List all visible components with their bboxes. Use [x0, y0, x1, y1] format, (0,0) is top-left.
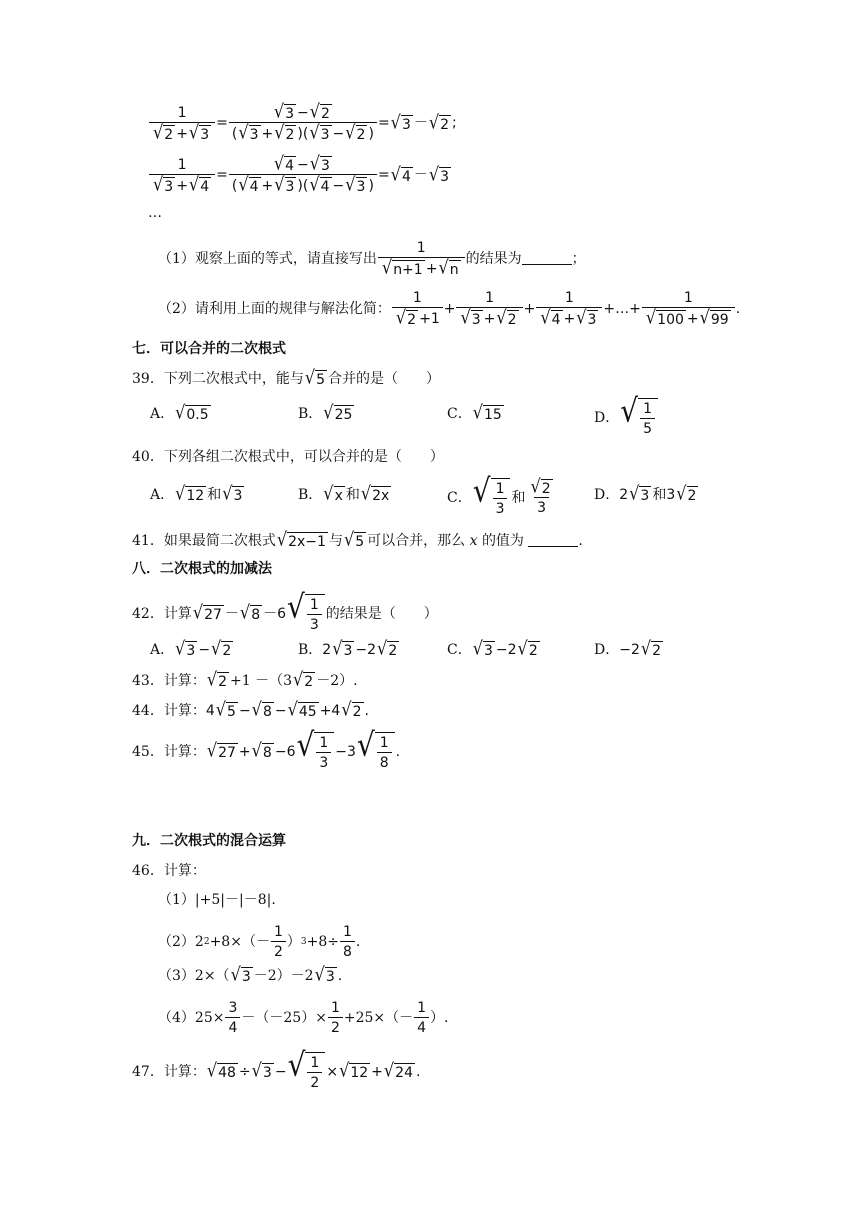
question-45: 45． 计算： √ 27 + √ 8 −6 √ $\frac{1}{3}$ −3 √ $\frac{1}{8}$ .: [132, 725, 401, 772]
question-46-part-1: （1）|+5|－|－8|.: [158, 892, 276, 908]
question-42: 42． 计算 √ 27 － √ 8 －6 √ $\frac{1}{3}$ 的结果是（ ）: [132, 587, 438, 634]
question-43: 43． 计算： √ 2 +1 －（3 √ 2 －2）.: [132, 668, 358, 691]
question-40: 40． 下列各组二次根式中，可以合并的是（ ）: [132, 449, 444, 465]
question-41: 41． 如果最简二次根式 √ 2x−1 与 √ 5 可以合并，那么 x 的值为 .: [132, 528, 583, 551]
option-42-c[interactable]: C． √ 3 −2 √ 2: [447, 637, 538, 660]
option-42-d[interactable]: D． −2 √ 2: [594, 637, 662, 660]
section-heading-9: 九．二次根式的混合运算: [132, 833, 286, 849]
question-part-2: （2）请利用上面的规律与解法化简： 1 √ 2 +1 + 1 √ 3 + √ 2 + 1 √ 4 + √ 3 +…+ 1 √ 100 + √ 99 .: [158, 290, 741, 329]
question-46-part-2: （2） 2 2 +8×（－ $\frac{1}{2}$ ） 3 +8÷ $\frac{1}{8}$ .: [158, 924, 361, 961]
equation-1: 1 √ 2 + √ 3 = √ 3 − √ 2 ( √ 3 + √ 2 )( √ 3 − √ 2 ) = √ 3 － √ 2 ;: [148, 104, 457, 142]
equation-2: 1 √ 3 + √ 4 = √ 4 − √ 3 ( √ 4 + √ 3 )( √ 4 − √ 3 ) = √ 4 － √ 3: [148, 156, 452, 194]
section-heading-8: 八．二次根式的加减法: [132, 561, 272, 577]
option-42-b[interactable]: B． 2 √ 3 −2 √ 2: [298, 637, 398, 660]
option-40-d[interactable]: D． 2 √ 3 和 3 √ 2: [594, 482, 697, 505]
question-part-1: （1）观察上面的等式，请直接写出 1 √ n+1 + √ n 的结果为 ；: [158, 240, 586, 279]
section-heading-7: 七．可以合并的二次根式: [132, 341, 286, 357]
option-39-b[interactable]: B． √ 25: [298, 401, 353, 424]
answer-blank-41[interactable]: [528, 534, 578, 547]
answer-blank[interactable]: [522, 252, 572, 265]
option-42-a[interactable]: A． √ 3 − √ 2: [150, 637, 232, 660]
question-46-part-3: （3） 2×（ √ 3 －2）－2 √ 3 .: [158, 963, 343, 986]
option-40-b[interactable]: B． √ x 和 √ 2x: [298, 482, 390, 505]
question-44: 44． 计算： 4 √ 5 − √ 8 − √ 45 +4 √ 2 .: [132, 698, 369, 721]
option-39-a[interactable]: A． √ 0.5: [150, 401, 209, 424]
question-47: 47． 计算： √ 48 ÷ √ 3 − √ $\frac{1}{2}$ × √ 12 + √ 24 .: [132, 1045, 421, 1092]
option-39-d[interactable]: D． √ $\frac{1}{5}$: [594, 398, 659, 437]
question-46: 46． 计算：: [132, 863, 206, 879]
ellipsis: …: [148, 205, 162, 221]
option-40-c[interactable]: C． √ $\frac{1}{3}$ 和 √ 2 3: [447, 471, 551, 518]
option-40-a[interactable]: A． √ 12 和 √ 3: [150, 482, 243, 505]
option-39-c[interactable]: C． √ 15: [447, 401, 502, 424]
question-39: 39． 下列二次根式中，能与 √ 5 合并的是（ ）: [132, 366, 441, 389]
question-46-part-4: （4） 25× $\frac{3}{4}$ －（－25）× $\frac{1}{2}$ +25×（－ $\frac{1}{4}$ ）.: [158, 1000, 449, 1037]
